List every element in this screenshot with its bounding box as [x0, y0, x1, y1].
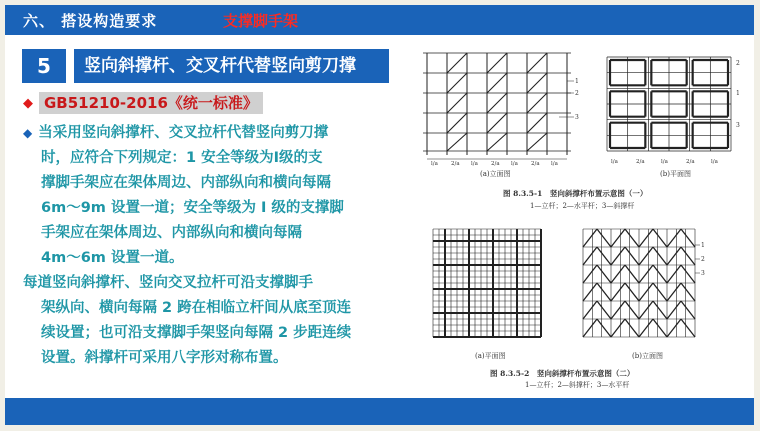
diagonal-brace	[487, 73, 507, 93]
header-bar	[5, 5, 754, 35]
callout-label: 3	[575, 114, 579, 121]
zigzag-brace	[583, 301, 597, 319]
fig1-legend: 1—立杆；2—水平杆；3—斜撑杆	[530, 202, 635, 210]
fig1-sub-b: (b)平面图	[660, 170, 691, 178]
zigzag-brace	[597, 301, 611, 319]
topic-number: 5	[22, 49, 66, 83]
zigzag-brace	[583, 247, 597, 265]
zigzag-brace	[653, 319, 667, 337]
standard-row	[23, 92, 263, 116]
zigzag-brace	[625, 319, 639, 337]
zigzag-brace	[681, 265, 695, 283]
body-line: 每道竖向斜撑杆、竖向交叉拉杆可沿支撑脚手	[23, 275, 313, 291]
fig1-plan-drawing	[607, 57, 740, 165]
zigzag-brace	[625, 301, 639, 319]
callout-label: 3	[701, 270, 705, 277]
fig1-title: 图 8.3.5-1 竖向斜撑杆布置示意图（一）	[503, 189, 648, 198]
zigzag-brace	[597, 319, 611, 337]
dimension-label: 2/a	[491, 161, 500, 167]
diagram-svg	[415, 43, 750, 395]
footer-bar	[5, 398, 754, 425]
dimension-label: l/a	[711, 159, 718, 165]
body-line: 架纵向、横向每隔 2 跨在相临立杆间从底至顶连	[41, 300, 352, 316]
diagonal-brace	[447, 53, 467, 73]
zigzag-brace	[639, 283, 653, 301]
diagonal-brace	[527, 53, 547, 73]
zigzag-brace	[667, 247, 681, 265]
zigzag-brace	[681, 283, 695, 301]
zigzag-brace	[667, 301, 681, 319]
zigzag-brace	[597, 283, 611, 301]
zigzag-brace	[639, 301, 653, 319]
diagonal-brace	[527, 133, 547, 151]
zigzag-brace	[667, 229, 681, 247]
zigzag-brace	[667, 265, 681, 283]
zigzag-brace	[611, 319, 625, 337]
dimension-label: l/a	[471, 161, 478, 167]
diagonal-brace	[447, 93, 467, 113]
zigzag-brace	[653, 283, 667, 301]
diagonal-brace	[527, 113, 547, 133]
diagonal-brace	[447, 73, 467, 93]
diamond-bullet-icon: ◆	[23, 126, 33, 140]
zigzag-brace	[611, 247, 625, 265]
diagonal-brace	[527, 73, 547, 93]
callout-label: 1	[701, 242, 705, 249]
diagonal-brace	[527, 93, 547, 113]
zigzag-brace	[611, 283, 625, 301]
zigzag-brace	[625, 283, 639, 301]
slide	[5, 5, 754, 425]
body-line: 续设置；也可沿支撑脚手架竖向每隔 2 步距连续	[41, 325, 352, 341]
dimension-label: l/a	[431, 161, 438, 167]
zigzag-brace	[611, 265, 625, 283]
subsection-title: 支撑脚手架	[223, 12, 299, 30]
diagonal-brace	[447, 113, 467, 133]
figures-panel	[415, 43, 750, 395]
zigzag-brace	[681, 301, 695, 319]
zigzag-brace	[583, 265, 597, 283]
zigzag-brace	[639, 229, 653, 247]
standard-label: GB51210-2016《统一标准》	[39, 92, 263, 114]
zigzag-brace	[667, 319, 681, 337]
zigzag-brace	[583, 283, 597, 301]
callout-label: 1	[575, 78, 579, 85]
dimension-label: 2/a	[686, 159, 695, 165]
dimension-label: l/a	[511, 161, 518, 167]
body-line: 4m～6m 设置一道。	[41, 250, 184, 266]
zigzag-brace	[653, 229, 667, 247]
dimension-label: 2/a	[451, 161, 460, 167]
zigzag-brace	[583, 229, 597, 247]
dimension-label: 2/a	[531, 161, 540, 167]
fig2-plan-drawing	[433, 229, 541, 337]
section-title: 六、 搭设构造要求	[23, 12, 158, 30]
callout-label: 2	[736, 60, 740, 67]
diagonal-brace	[447, 133, 467, 151]
fig1-sub-a: (a)立面图	[480, 170, 511, 178]
dimension-label: l/a	[661, 159, 668, 165]
zigzag-brace	[667, 283, 681, 301]
body-line: 6m～9m 设置一道；安全等级为 I 级的支撑脚	[41, 200, 344, 216]
zigzag-brace	[681, 247, 695, 265]
zigzag-brace	[653, 301, 667, 319]
zigzag-brace	[653, 265, 667, 283]
zigzag-brace	[583, 319, 597, 337]
fig1-elevation-drawing	[423, 53, 579, 167]
diagonal-brace	[487, 53, 507, 73]
callout-label: 2	[701, 256, 705, 263]
body-line: 时，应符合下列规定：1 安全等级为I级的支	[41, 150, 323, 166]
body-line: 手架应在架体周边、内部纵向和横向每隔	[41, 225, 302, 241]
zigzag-brace	[681, 229, 695, 247]
zigzag-brace	[625, 229, 639, 247]
dimension-label: l/a	[611, 159, 618, 165]
diamond-bullet-icon: ◆	[23, 95, 33, 111]
callout-label: 2	[575, 90, 579, 97]
zigzag-brace	[639, 247, 653, 265]
fig2-sub-a: (a)平面图	[475, 352, 506, 360]
zigzag-brace	[597, 247, 611, 265]
dimension-label: l/a	[551, 161, 558, 167]
topic-title: 竖向斜撑杆、交叉杆代替竖向剪刀撑	[74, 49, 389, 83]
fig2-elevation-drawing	[583, 229, 705, 337]
diagonal-brace	[487, 113, 507, 133]
zigzag-brace	[597, 229, 611, 247]
zigzag-brace	[597, 265, 611, 283]
fig2-title: 图 8.3.5-2 竖向斜撑杆布置示意图（二）	[490, 369, 635, 378]
callout-label: 3	[736, 122, 740, 129]
fig2-legend: 1—立杆；2—斜撑杆；3—水平杆	[525, 381, 630, 389]
diagonal-brace	[487, 93, 507, 113]
body-line: 设置。斜撑杆可采用八字形对称布置。	[41, 350, 288, 366]
zigzag-brace	[653, 247, 667, 265]
callout-label: 1	[736, 90, 740, 97]
dimension-label: 2/a	[636, 159, 645, 165]
zigzag-brace	[611, 301, 625, 319]
diagonal-brace	[487, 133, 507, 151]
zigzag-brace	[625, 265, 639, 283]
zigzag-brace	[681, 319, 695, 337]
zigzag-brace	[639, 265, 653, 283]
zigzag-brace	[639, 319, 653, 337]
fig2-sub-b: (b)立面图	[632, 352, 663, 360]
body-line: 撑脚手架应在架体周边、内部纵向和横向每隔	[41, 175, 331, 191]
zigzag-brace	[625, 247, 639, 265]
zigzag-brace	[611, 229, 625, 247]
body-line: ◆ 当采用竖向斜撑杆、交叉拉杆代替竖向剪刀撑	[23, 125, 329, 141]
